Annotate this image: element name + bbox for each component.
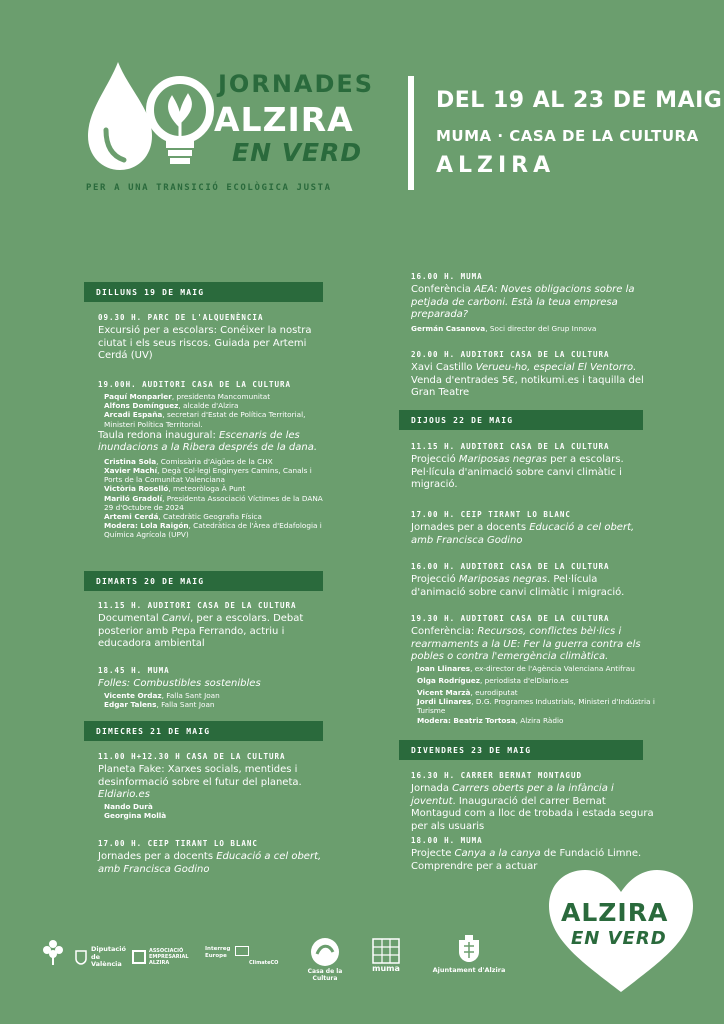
participant: Xavier Machí, Degà Col·legi Enginyers Camins, Canals i Ports de la Comunitat Valenciana [104, 466, 312, 485]
participant: Georgina Mollà [104, 810, 167, 820]
event-tuesday-folles [98, 666, 323, 709]
sponsor-associacio [132, 948, 193, 966]
participant: Jordi Llinares, D.G. Programes Industrials, Ministeri d'Indústria i Turisme [417, 697, 655, 716]
participant: Artemi Cerdá, Catedràtic Geografia Física [104, 512, 262, 522]
sponsor-casa-label: Casa de la Cultura [307, 968, 343, 982]
event-time-place: 16.30 H. CARRER BERNAT MONTAGUD [411, 771, 582, 780]
event-wednesday-planeta-fake [98, 752, 323, 820]
participant: Paquí Monparler, presidenta Mancomunitat [104, 392, 271, 401]
sponsor-muma [364, 938, 408, 973]
sponsor-climate-label: ClimateCO [249, 960, 279, 966]
diputacio-emblem-icon [74, 949, 88, 965]
participant: Edgar Talens, Falla Sant Joan [104, 699, 215, 709]
event-monday-excursio [98, 313, 323, 363]
participant: Vicente Ordaz, Falla Sant Joan [104, 690, 220, 700]
event-time-place: 19.30 H. AUDITORI CASA DE LA CULTURA [411, 614, 610, 623]
ajuntament-shield-icon [456, 934, 482, 964]
associacio-icon [132, 950, 146, 964]
event-time-place: 17.00 H. CEIP TIRANT LO BLANC [411, 510, 571, 519]
event-thursday-conferencia [411, 614, 656, 725]
muma-grid-icon [372, 938, 400, 964]
participant: Arcadi España, secretari d'Estat de Política Territorial, Ministeri Política Territorial. [104, 410, 306, 429]
heart-logo-en-verd: EN VERD [571, 928, 667, 949]
participant: Olga Rodríguez, periodista d'elDiario.es [417, 675, 569, 685]
flower-icon [42, 938, 64, 966]
event-description: Jornades per a docents Educació a cel obert, amb Francisca Godino [411, 522, 635, 546]
day-header-monday: DILLUNS 19 DE MAIG [84, 282, 323, 302]
event-description: Projecció Mariposas negras. Pel·lícula d'animació sobre canvi climàtic i migració. [411, 574, 625, 598]
logo-drop-bulb-icon [84, 58, 214, 188]
event-description: Conferència: Recursos, conflictes bèl·lics i rearmaments a la UE: Fer la guerra contra els pobles o contra l'emergència climàtica. [411, 626, 641, 662]
event-description: Documental Canvi, per a escolars. Debat posterior amb Pepa Ferrando, actriu i educadora ambiental [98, 613, 304, 649]
participant: Alfons Domínguez, alcalde d'Alzira [104, 401, 239, 411]
header-city: ALZIRA [436, 153, 556, 178]
sponsor-flower-logo [40, 938, 66, 966]
event-time-place: 20.00 H. AUDITORI CASA DE LA CULTURA [411, 350, 610, 359]
event-description: Jornades per a docents Educació a cel obert, amb Francisca Godino [98, 851, 322, 875]
event-organizer: Eldiario.es [98, 789, 150, 800]
event-time-place: 09.30 H. PARC DE L'ALQUENÈNCIA [98, 313, 264, 322]
event-description: Planeta Fake: Xarxes socials, mentides i desinformació sobre el futur del planeta. [98, 764, 302, 788]
event-description: Folles: Combustibles sostenibles [98, 678, 261, 689]
event-description: Jornada Carrers oberts per a la infància i joventut. Inauguració del carrer Bernat Montagud com a lloc de trobada i estada segura per als usuaris [411, 783, 654, 832]
event-description: Excursió per a escolars: Conéixer la nostra ciutat i els seus riscos. Guiada per Artemi Cerdá (UV) [98, 325, 312, 361]
participant: Modera: Beatriz Tortosa, Alzira Ràdio [417, 715, 564, 725]
sponsor-associacio-label: ASSOCIACIÓ EMPRESARIAL ALZIRA [149, 948, 189, 966]
day-header-friday: DIVENDRES 23 DE MAIG [399, 740, 643, 760]
event-tuesday-aea [411, 272, 651, 333]
header-dates: DEL 19 AL 23 DE MAIG [436, 88, 723, 113]
day-header-tuesday: DIMARTS 20 DE MAIG [84, 571, 323, 591]
event-description: Taula redona inaugural: Escenaris de les inundacions a la Ribera després de la dana. [98, 429, 318, 454]
event-tuesday-documental [98, 601, 323, 651]
event-description: Conferència AEA: Noves obligacions sobre la petjada de carboni. Està la teua empresa preparada? [411, 284, 635, 320]
logo-tagline: PER A UNA TRANSICIÓ ECOLÒGICA JUSTA [86, 183, 332, 193]
participant: Germán Casanova, Soci director del Grup Innova [411, 323, 597, 333]
event-monday-taula [98, 380, 323, 540]
sponsor-casa-cultura [300, 936, 350, 982]
participant: Vicent Marzà, eurodiputat [417, 687, 518, 697]
event-time-place: 19.00H. AUDITORI CASA DE LA CULTURA [98, 380, 292, 389]
participant: Victòria Roselló, meteoròloga À Punt [104, 484, 246, 494]
sponsor-ajuntament [428, 934, 510, 974]
sponsor-diputacio-label: Diputació de València [91, 945, 126, 968]
header-venue: MUMA · CASA DE LA CULTURA [436, 127, 699, 145]
event-description: Projecció Mariposas negras per a escolars. Pel·lícula d'animació sobre canvi climàtic i migració. [411, 454, 624, 490]
event-time-place: 11.15 H. AUDITORI CASA DE LA CULTURA [98, 601, 297, 610]
sponsor-interreg-label: Interreg Europe [205, 946, 231, 959]
event-thursday-mariposas-public [411, 562, 651, 599]
eu-flag-icon [235, 946, 249, 956]
event-thursday-docents [411, 510, 651, 547]
participant: Cristina Sola, Comissària d'Aigües de la CHX [104, 456, 273, 466]
event-time-place: 18.45 H. MUMA [98, 666, 170, 675]
event-time-place: 16.00 H. MUMA [411, 272, 483, 281]
event-friday-carrers [411, 771, 656, 833]
event-time-place: 18.00 H. MUMA [411, 836, 483, 845]
event-wednesday-docents [98, 839, 323, 876]
event-time-place: 16.00 H. AUDITORI CASA DE LA CULTURA [411, 562, 610, 571]
participant: Modera: Lola Raigón, Catedràtica de l'Àrea d'Edafologia i Química Agrícola (UPV) [104, 521, 322, 540]
event-time-place: 11.00 H+12.30 H CASA DE LA CULTURA [98, 752, 286, 761]
sponsor-ajuntament-label: Ajuntament d'Alzira [432, 966, 506, 974]
day-header-wednesday: DIMECRES 21 DE MAIG [84, 721, 323, 741]
heart-logo [545, 868, 697, 994]
heart-logo-alzira: ALZIRA [561, 898, 669, 927]
logo-jornades: JORNADES [218, 70, 375, 98]
sponsor-muma-label: muma [372, 964, 400, 973]
casa-cultura-icon [307, 936, 343, 968]
header-divider [408, 76, 414, 190]
logo-en-verd: EN VERD [232, 138, 363, 167]
event-description: Xavi Castillo Verueu-ho, especial El Ventorro. Venda d'entrades 5€, notikumi.es i taquilla del Gran Teatre [411, 362, 644, 398]
sponsor-diputacio [74, 946, 133, 969]
event-description: Projecte Canya a la canya de Fundació Limne. Comprendre per a actuar [411, 848, 642, 872]
logo-alzira: ALZIRA [214, 100, 354, 139]
event-time-place: 17.00 H. CEIP TIRANT LO BLANC [98, 839, 258, 848]
participant: Nando Durà [104, 801, 153, 811]
day-header-thursday: DIJOUS 22 DE MAIG [399, 410, 643, 430]
sponsor-interreg [205, 946, 279, 966]
event-thursday-mariposas [411, 442, 651, 492]
participant: Mariló Gradolí, Presidenta Associació Víctimes de la DANA 29 d'Octubre de 2024 [104, 493, 323, 512]
participant: Joan Llinares, ex-director de l'Agència Valenciana Antifrau [417, 663, 635, 673]
event-tuesday-xavi-castillo [411, 350, 651, 400]
event-time-place: 11.15 H. AUDITORI CASA DE LA CULTURA [411, 442, 610, 451]
